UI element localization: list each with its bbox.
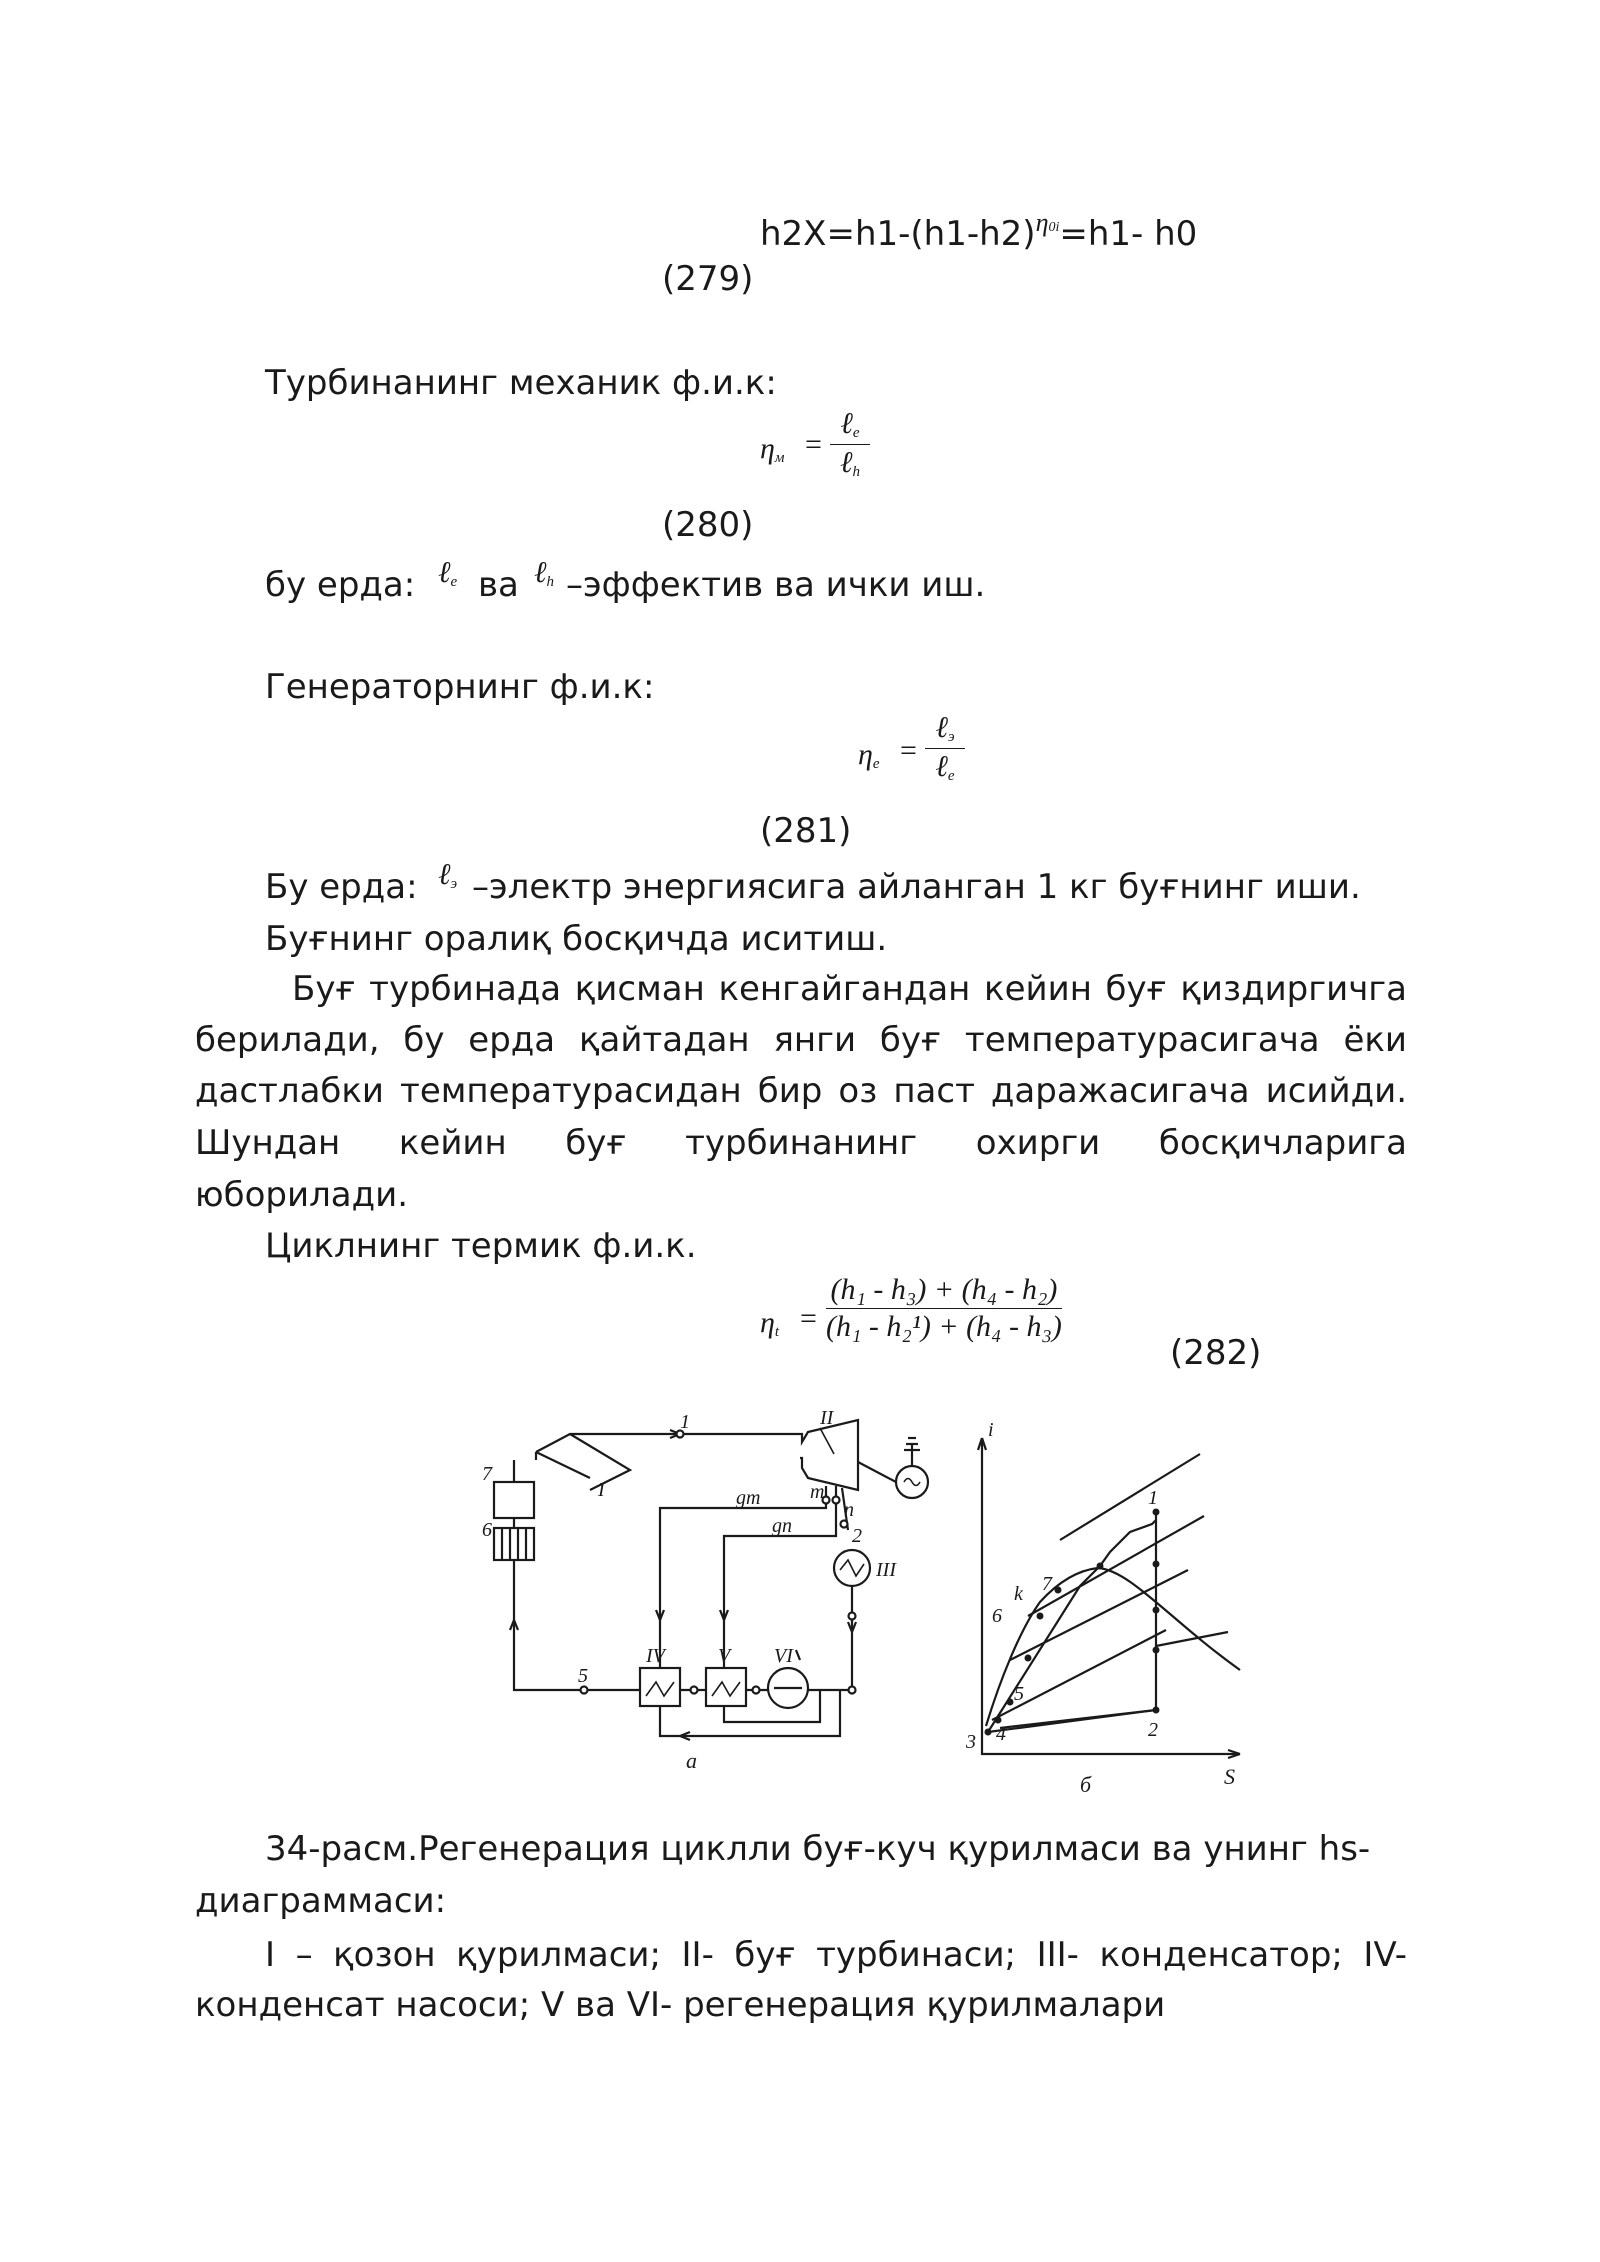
scheme-label-IV: IV bbox=[646, 1645, 665, 1667]
hs-point-6: 6 bbox=[992, 1605, 1002, 1627]
hs-axis-y: i bbox=[988, 1419, 994, 1441]
mech-sym1: ℓ$_e$ bbox=[438, 556, 458, 590]
gen-sym: ℓ$_э$ bbox=[438, 858, 458, 892]
hs-point-4: 4 bbox=[996, 1723, 1006, 1745]
hs-point-1: 1 bbox=[1148, 1487, 1158, 1509]
mech-and: ва bbox=[478, 565, 519, 605]
gen-where-text: –электр энергиясига айланган 1 кг буғнинг иши. bbox=[472, 867, 1361, 907]
scheme-label-1: 1 bbox=[680, 1411, 690, 1433]
eq281-numerator: ℓ bbox=[935, 711, 948, 744]
scheme-label-7: 7 bbox=[482, 1463, 492, 1485]
eq281-fraction: ℓ$_э$ ℓ$_e$ bbox=[925, 712, 965, 785]
scheme-label-V: V bbox=[718, 1645, 731, 1667]
equation-number-279: (279) bbox=[662, 259, 754, 299]
scheme-label-m: m bbox=[810, 1481, 825, 1503]
eq281-equals: = bbox=[900, 734, 917, 767]
gen-where-label: Бу ерда: bbox=[265, 867, 418, 907]
paragraph-line: Буғ турбинада қисман кенгайгандан кейин буғ қиздиргичга bbox=[292, 969, 1407, 1009]
eq282-numerator: (h₁ - h₃) + (h₄ - h₂) bbox=[830, 1273, 1058, 1306]
eq280-fraction: ℓ$_e$ ℓ$_h$ bbox=[830, 408, 870, 481]
eq281-denominator: ℓ bbox=[935, 750, 948, 784]
scheme-label-II: II bbox=[820, 1407, 834, 1429]
eq280-numerator: ℓ bbox=[840, 407, 853, 440]
cycle-heading: Циклнинг термик ф.и.к. bbox=[265, 1226, 697, 1266]
hs-point-5: 5 bbox=[1014, 1683, 1024, 1705]
paragraph-line: Шундан кейин буғ турбинанинг охирги босқичларига bbox=[195, 1123, 1407, 1163]
eq282-eta: $\eta_t$ bbox=[760, 1306, 780, 1340]
scheme-label-n: n bbox=[844, 1499, 854, 1521]
scheme-label-gm: gm bbox=[736, 1487, 761, 1509]
hs-point-3: 3 bbox=[966, 1731, 976, 1753]
equation-number-280: (280) bbox=[662, 505, 754, 545]
hs-point-7: 7 bbox=[1042, 1573, 1052, 1595]
eq282-denominator: (h₁ - h₂¹) + (h₄ - h₃) bbox=[826, 1310, 1062, 1343]
eq281-eta: $\eta_e$ bbox=[858, 738, 880, 772]
mech-sym2: ℓ$_h$ bbox=[534, 556, 554, 590]
equation-279 bbox=[760, 208, 1198, 254]
eq280-denominator: ℓ bbox=[840, 446, 853, 480]
hs-caption: б bbox=[1080, 1772, 1092, 1797]
eq280-equals: = bbox=[805, 428, 822, 461]
section-title: Буғнинг оралиқ босқичда иситиш. bbox=[265, 919, 888, 959]
paragraph-line: дастлабки температурасидан бир оз паст даражасигача исийди. bbox=[195, 1071, 1407, 1111]
legend-line: конденсат насоси; V ва VI- регенерация қурилмалари bbox=[195, 1985, 1166, 2025]
scheme-label-VI: VI bbox=[774, 1645, 793, 1667]
hs-diagram-labels bbox=[965, 1419, 1235, 1797]
figure-34 bbox=[480, 1407, 1280, 1810]
equation-number-281: (281) bbox=[760, 811, 852, 851]
eq282-equals: = bbox=[800, 1302, 817, 1335]
eq279-right: =h1- h0 bbox=[1059, 214, 1198, 254]
eq279-left: h2X=h1-(h1-h2) bbox=[760, 214, 1036, 254]
scheme-label-5: 5 bbox=[578, 1665, 588, 1687]
caption-line: диаграммаси: bbox=[195, 1881, 447, 1921]
legend-line: I – қозон қурилмаси; II- буғ турбинаси; III- конденсатор; IV- bbox=[265, 1935, 1407, 1975]
mech-where-text: –эффектив ва ички иш. bbox=[566, 565, 986, 605]
eq282-fraction bbox=[826, 1274, 1062, 1343]
paragraph-line: берилади, бу ерда қайтадан янги буғ температурасигача ёки bbox=[195, 1020, 1407, 1060]
eq279-eta-sub: 0i bbox=[1048, 220, 1060, 235]
paragraph-line: юборилади. bbox=[195, 1175, 409, 1215]
caption-line: 34-расм.Регенерация циклли буғ-куч қурилмаси ва унинг hs- bbox=[265, 1829, 1371, 1869]
gen-heading: Генераторнинг ф.и.к: bbox=[265, 667, 655, 707]
hs-point-k: k bbox=[1014, 1583, 1023, 1605]
mech-heading: Турбинанинг механик ф.и.к: bbox=[265, 363, 777, 403]
scheme-labels bbox=[482, 1407, 897, 1773]
scheme-label-gn: gn bbox=[772, 1515, 792, 1537]
hs-axis-x: S bbox=[1224, 1764, 1235, 1789]
scheme-label-I: I bbox=[598, 1479, 605, 1501]
equation-number-282: (282) bbox=[1170, 1333, 1262, 1373]
eq280-eta: $\eta_м$ bbox=[760, 432, 785, 466]
scheme-label-III: III bbox=[876, 1559, 896, 1581]
scheme-label-6: 6 bbox=[482, 1519, 492, 1541]
mech-where-label: бу ерда: bbox=[265, 565, 416, 605]
eq279-eta: η bbox=[1035, 208, 1049, 237]
scheme-a bbox=[494, 1420, 928, 1740]
hs-point-2: 2 bbox=[1148, 1719, 1158, 1741]
scheme-label-2: 2 bbox=[852, 1525, 862, 1547]
hs-diagram-points bbox=[985, 1509, 1160, 1736]
scheme-caption: а bbox=[686, 1748, 697, 1773]
